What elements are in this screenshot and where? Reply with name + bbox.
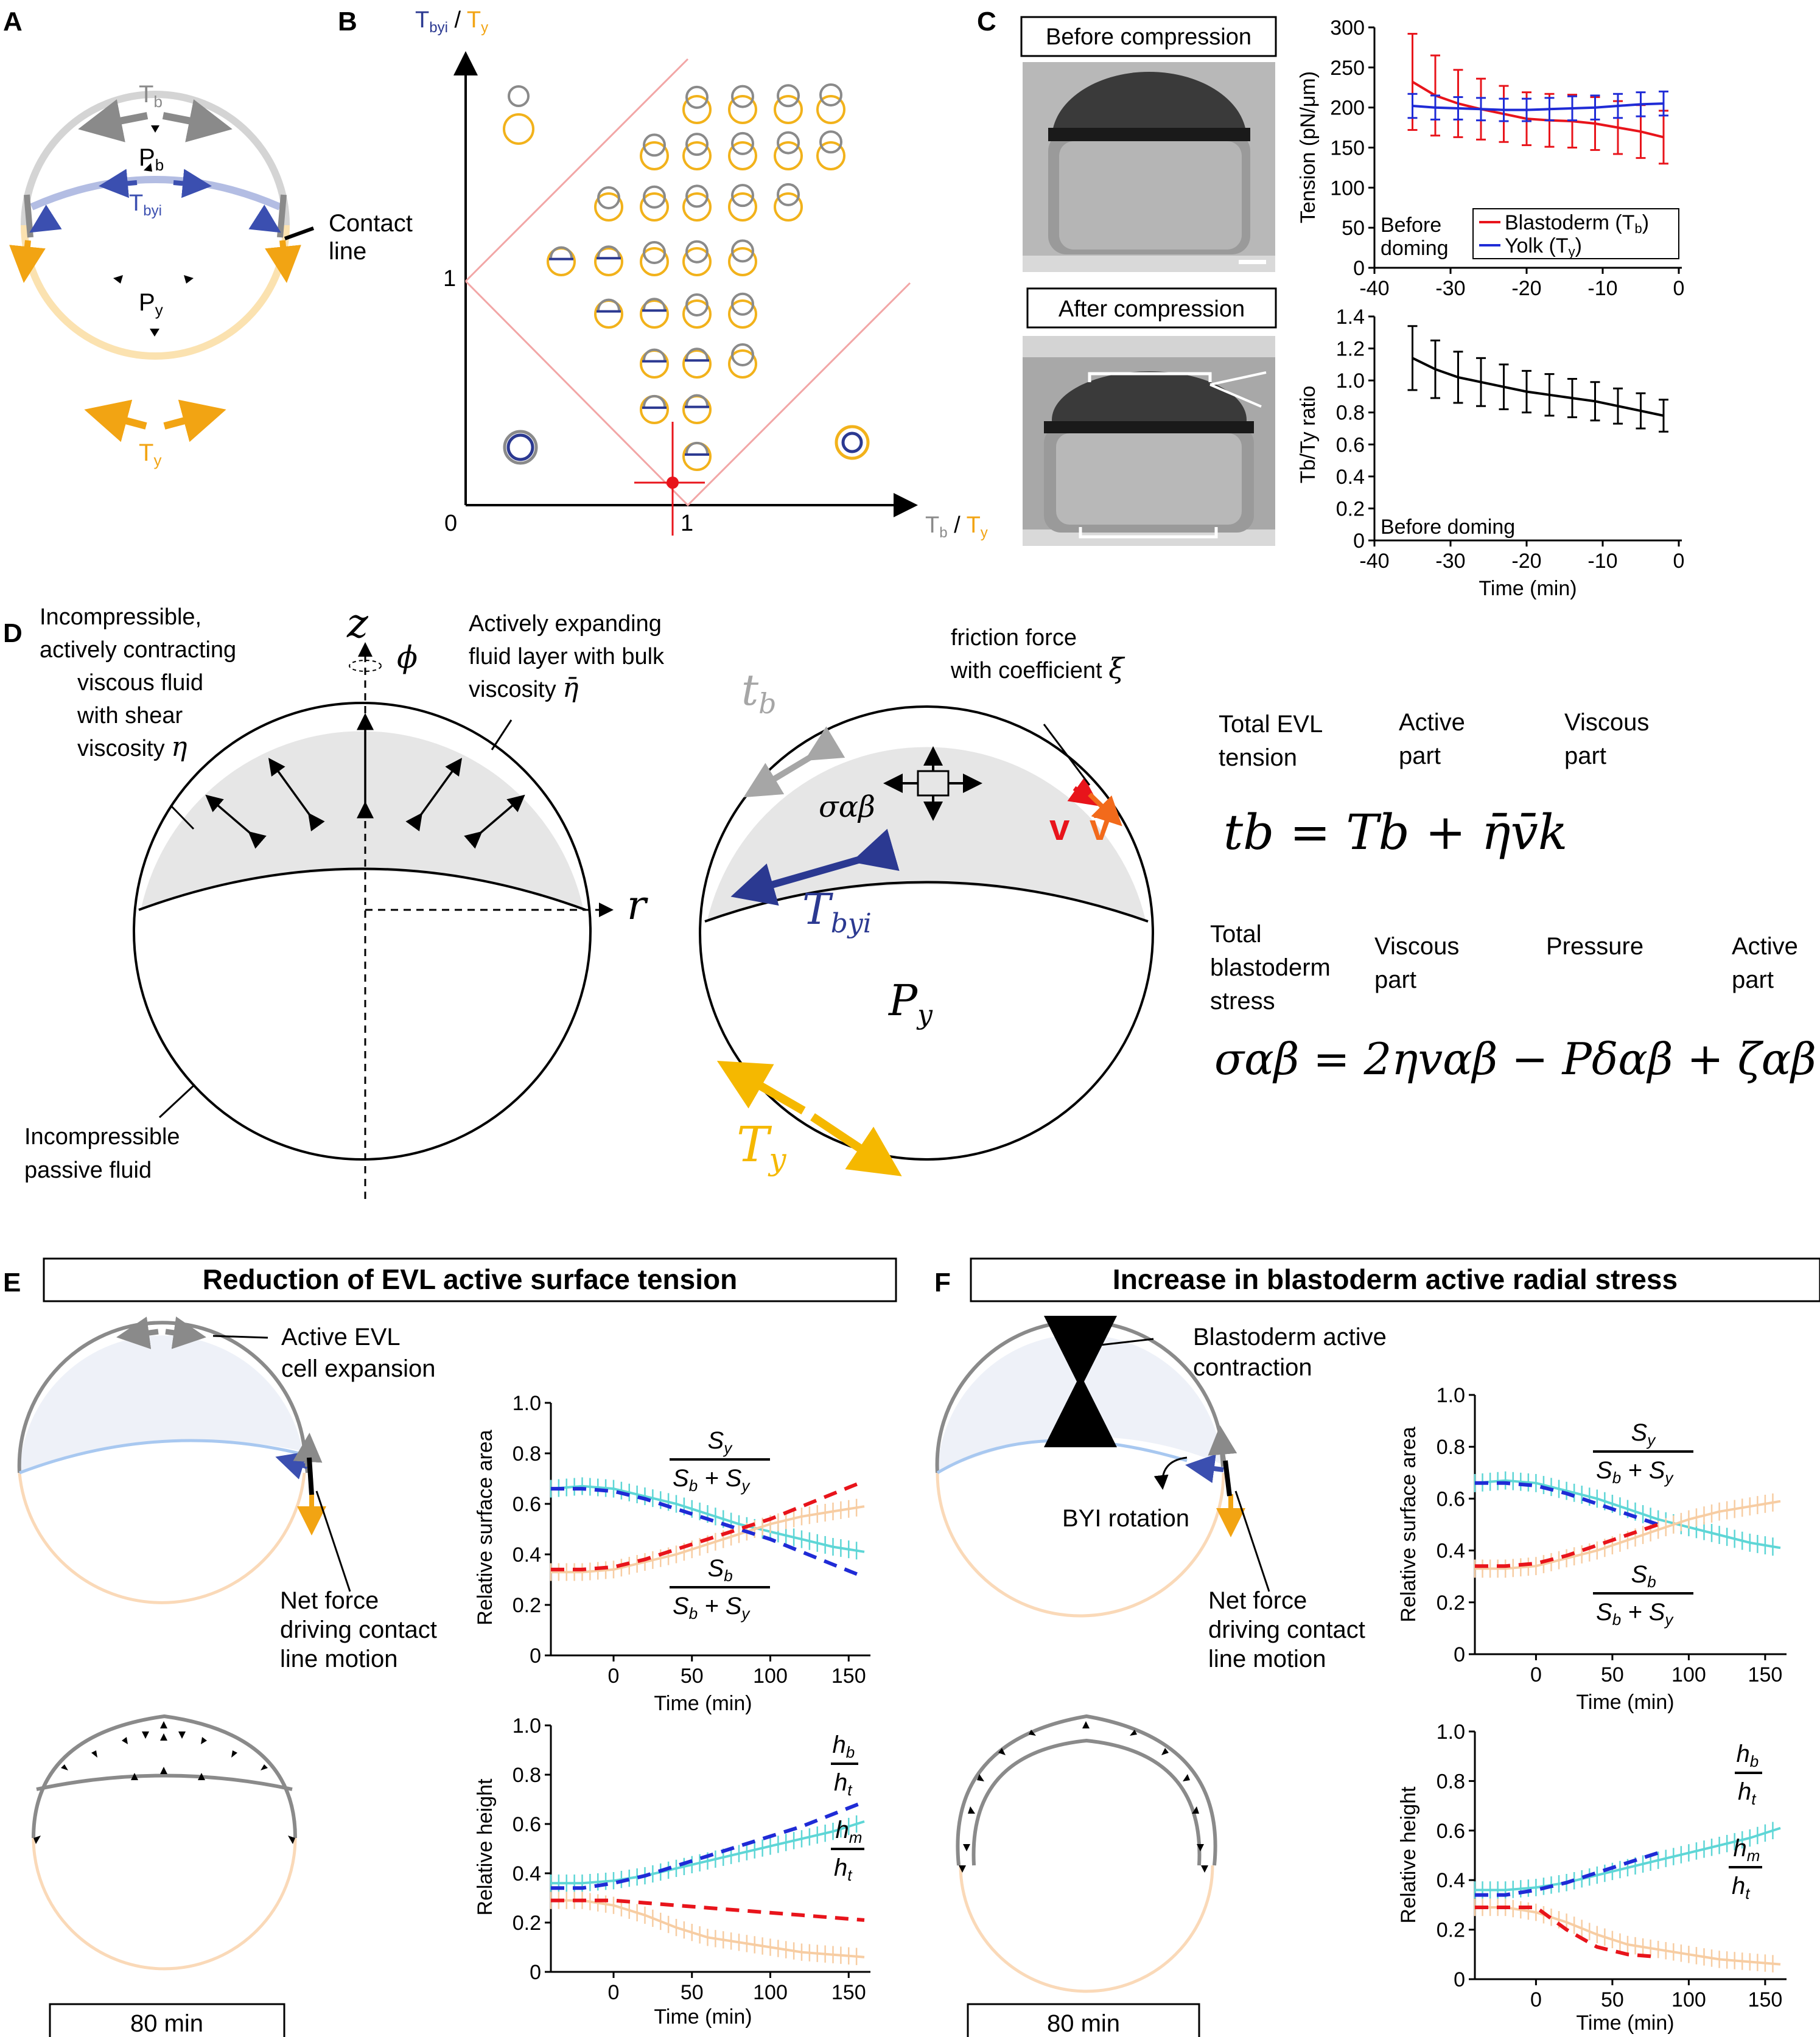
- frac-sb-f-num: [1631, 1561, 1656, 1591]
- y-tick-label: 0.2: [1436, 1591, 1465, 1615]
- frac-sy-e-den-sub2: y: [741, 1476, 750, 1495]
- y-tick-label: 0.2: [1436, 1918, 1465, 1942]
- equation-blastoderm-stress: σαβ = 2ηvαβ − Pδαβ + ζαβ: [1214, 1033, 1816, 1085]
- phase-cell-cap: [687, 443, 707, 453]
- frac-hm-f-num: [1734, 1835, 1760, 1865]
- x-tick-label: -20: [1511, 550, 1542, 573]
- frac-sb-f-num-sub: b: [1647, 1573, 1656, 1591]
- tbyi-arrow-contact-left: [33, 220, 49, 230]
- frac-hb-e: [831, 1731, 858, 1799]
- y-tick-label: 300: [1330, 16, 1365, 40]
- e-top-x-label: Time (min): [654, 1692, 752, 1715]
- frac-hm-e-num: [836, 1817, 863, 1847]
- embryo-e-net-arrow: [309, 1458, 312, 1495]
- frac-hb-e-num-sub: b: [845, 1743, 855, 1761]
- phase-x-label: $T_b / T_y$: [925, 512, 988, 541]
- equation-evl-tension: tb = Tb + η̄v̄k: [1223, 804, 1568, 861]
- x-tick-label: 100: [753, 1981, 788, 2004]
- panel-c: [977, 7, 1684, 600]
- series-line: [1413, 358, 1664, 416]
- y-tick-label: 0.8: [1436, 1436, 1465, 1459]
- x-tick-label: -30: [1435, 277, 1466, 300]
- after-label: After compression: [1058, 296, 1245, 322]
- frac-sb-e-num: [708, 1555, 733, 1585]
- y-tick-label: 0.6: [1436, 1819, 1465, 1843]
- panel-b-letter: B: [338, 7, 357, 37]
- frac-hb-f-den-sub: t: [1751, 1790, 1756, 1808]
- tbyi-arrow-contact-right: [262, 220, 277, 230]
- ty-arrow-bottom-right: [164, 411, 219, 426]
- label-net-force-f: Net force driving contact line motion: [1208, 1587, 1365, 1672]
- embryo-f-net-arrow: [1225, 1461, 1230, 1496]
- y-tick-label: 100: [1330, 176, 1365, 200]
- label-ty-d: Ty: [737, 1116, 786, 1177]
- pointer-passive: [159, 1085, 195, 1117]
- x-tick-label: 0: [1673, 550, 1685, 573]
- y-tick-label: 1.0: [1335, 369, 1365, 393]
- label-active-part: Active part: [1399, 709, 1465, 769]
- phase-tick-origin: 0: [444, 511, 458, 536]
- frac-sb-f: [1593, 1561, 1693, 1629]
- y-tick-label: 0.6: [512, 1493, 541, 1516]
- y-tick-label: 0: [1353, 257, 1365, 280]
- frac-hb-f-num-sub: b: [1749, 1752, 1759, 1770]
- y-tick-label: 0.8: [1436, 1770, 1465, 1794]
- tb-arrow-left: [85, 116, 147, 128]
- label-friction: friction force with coefficient ξ: [951, 625, 1124, 685]
- x-tick-label: 100: [1671, 1663, 1706, 1686]
- ratio-y-label: Tb/Ty ratio: [1297, 385, 1320, 484]
- frac-hb-e-num-main: h: [832, 1731, 846, 1758]
- y-tick-label: 0: [530, 1644, 541, 1668]
- frac-sy-f-num-main: S: [1631, 1419, 1648, 1446]
- panel-e-title: Reduction of EVL active surface tension: [202, 1263, 738, 1295]
- y-tick-label: 0.4: [1436, 1869, 1465, 1893]
- frac-sy-f-den-sub: b: [1612, 1469, 1622, 1487]
- frac-hm-f-den-main: h: [1732, 1873, 1746, 1899]
- phase-cell-bottom-left-inner: [508, 435, 533, 459]
- ty-arrow-bottom-left: [91, 411, 146, 426]
- label-incompressible-active: Incompressible, actively contracting viscous fluid with shear viscosity η: [40, 604, 237, 763]
- tb-arrow-left-contact: [27, 195, 30, 237]
- label-tb-d: $t_b$: [741, 665, 777, 720]
- label-passive: Incompressible passive fluid: [24, 1124, 180, 1183]
- frac-sy-e-num-sub: y: [724, 1439, 732, 1457]
- frac-sy-e-den-main: S: [673, 1465, 689, 1492]
- y-tick-label: 0: [530, 1961, 541, 1984]
- label-total-blastoderm: Total blastoderm stress: [1210, 921, 1331, 1015]
- embryo-e-bottom-inner: [37, 1776, 292, 1790]
- tension-chart: [1297, 16, 1684, 300]
- label-r: r: [627, 882, 646, 929]
- phase-cell-cap: [644, 396, 665, 407]
- label-actively-expanding: Actively expanding fluid layer with bulk viscosity η̄: [469, 611, 665, 704]
- frac-sy-e-den-plus: + S: [698, 1465, 742, 1492]
- frac-sb-e-den-sub: b: [688, 1604, 698, 1623]
- ty-arrow-left-contact: [24, 240, 28, 277]
- phase-cell-cap: [687, 295, 707, 315]
- frac-sy-e-den-sub: b: [688, 1476, 698, 1495]
- y-tick-label: 0.6: [512, 1813, 541, 1836]
- frac-hb-e-den-sub: t: [847, 1781, 852, 1799]
- frac-sy-f-num: [1631, 1419, 1657, 1449]
- y-tick-label: 250: [1330, 56, 1365, 80]
- panel-f: [934, 1259, 1820, 2037]
- panel-f-letter: F: [934, 1268, 951, 1298]
- embryo-f-bottom-outer: [957, 1716, 1215, 1865]
- x-tick-label: -20: [1511, 277, 1542, 300]
- f-top-x-label: Time (min): [1576, 1691, 1675, 1714]
- y-tick-label: 0.2: [512, 1912, 541, 1935]
- frac-hb-e-den: [834, 1769, 853, 1799]
- x-tick-label: 0: [1530, 1663, 1542, 1686]
- label-contraction: Blastoderm active contraction: [1193, 1324, 1387, 1381]
- tbyi-arrow-right: [173, 183, 207, 186]
- tension-note: Before doming: [1381, 214, 1449, 260]
- frac-sy-f-den-main: S: [1596, 1457, 1612, 1484]
- y-tick-label: 1.0: [512, 1392, 541, 1415]
- frac-hb-f: [1735, 1741, 1762, 1808]
- series-line: [1413, 103, 1664, 110]
- f-bot-y-label: Relative height: [1397, 1786, 1420, 1924]
- frac-sb-f-den-main: S: [1596, 1599, 1612, 1626]
- x-tick-label: 100: [753, 1665, 788, 1688]
- frac-sy-e-num-main: S: [707, 1427, 724, 1454]
- x-tick-label: 50: [1600, 1988, 1624, 2011]
- label-pb: $P_b$: [139, 144, 164, 174]
- legend-yolk: Yolk (Ty): [1505, 234, 1582, 259]
- x-tick-label: 100: [1671, 1988, 1706, 2011]
- frac-hb-e-num: [833, 1731, 855, 1761]
- pointer-net-force-f: [1236, 1491, 1269, 1592]
- frac-sb-e-den-main: S: [673, 1593, 689, 1619]
- y-tick-label: 1.2: [1335, 337, 1365, 361]
- frac-hm-f: [1729, 1835, 1762, 1902]
- friction-pointer: [1044, 724, 1090, 785]
- scale-bar: [1239, 260, 1266, 264]
- y-tick-label: 0.8: [512, 1764, 541, 1787]
- frac-sy-f-den: [1596, 1457, 1674, 1487]
- panel-d-letter: D: [3, 618, 23, 648]
- frac-hm-f-num-main: h: [1733, 1835, 1747, 1862]
- surface-area-chart-f: [1397, 1384, 1787, 1714]
- frac-sy-e-num: [708, 1427, 733, 1457]
- frac-sy-e-den: [673, 1465, 751, 1495]
- legend-blastoderm: Blastoderm (Tb): [1505, 211, 1650, 236]
- phase-tick-one-x: 1: [681, 511, 694, 536]
- tbyi-arrow-left: [103, 183, 137, 186]
- e-top-y-label: Relative surface area: [474, 1430, 497, 1626]
- y-tick-label: 150: [1330, 136, 1365, 160]
- label-total-evl: Total EVL tension: [1219, 711, 1323, 771]
- x-tick-label: -10: [1587, 277, 1618, 300]
- surface-area-chart-e: [474, 1392, 870, 1715]
- panel-c-letter: C: [977, 7, 996, 37]
- embryo-e-top-yolk: [19, 1473, 304, 1602]
- label-tbyi-d: $T_{byi}$: [802, 884, 872, 939]
- frac-sb-f-den-plus: + S: [1621, 1599, 1665, 1626]
- frac-sb-e-den: [673, 1593, 751, 1623]
- frac-hm-f-den-sub: t: [1745, 1884, 1750, 1902]
- x-tick-label: 150: [1748, 1663, 1783, 1686]
- frac-sy-f: [1593, 1419, 1693, 1487]
- embryo-e-bottom-yolk: [33, 1838, 295, 1969]
- ty-arrow-d: [813, 1117, 895, 1172]
- label-z: z: [347, 600, 368, 647]
- frac-hb-e-den-main: h: [834, 1769, 848, 1796]
- embryo-e-blue-arrow: [280, 1458, 307, 1467]
- frac-hb-f-num-main: h: [1736, 1741, 1750, 1767]
- panel-e: [3, 1259, 896, 2037]
- label-active-evl: Active EVL cell expansion: [281, 1324, 436, 1382]
- f-bot-x-label: Time (min): [1576, 2011, 1675, 2035]
- x-tick-label: 0: [1673, 277, 1685, 300]
- x-tick-label: -40: [1359, 277, 1390, 300]
- label-viscous-part: Viscous part: [1564, 709, 1650, 769]
- sphere-left-blastoderm: [141, 731, 583, 908]
- ratio-x-label: Time (min): [1479, 577, 1577, 600]
- frac-hm-e: [831, 1817, 864, 1884]
- pointer-evl-expansion: [213, 1336, 268, 1338]
- yolk-surface: [24, 225, 286, 356]
- embryo-f-bottom-inner: [974, 1741, 1200, 1865]
- phase-cells: [548, 85, 844, 470]
- y-tick-label: 0.8: [512, 1442, 541, 1466]
- phase-point: [667, 477, 679, 489]
- label-net-force-e: Net force driving contact line motion: [280, 1587, 437, 1672]
- y-tick-label: 0: [1454, 1643, 1465, 1666]
- ty-arrow-d2: [724, 1065, 803, 1111]
- phase-cell-top-left-small: [509, 86, 528, 106]
- e-bot-y-label: Relative height: [474, 1778, 497, 1916]
- frac-hb-f-den-main: h: [1738, 1778, 1752, 1805]
- y-tick-label: 0: [1353, 529, 1365, 553]
- y-tick-label: 0.2: [512, 1594, 541, 1617]
- y-tick-label: 0.4: [1436, 1539, 1465, 1563]
- panel-b: [338, 7, 988, 541]
- y-tick-label: 0.4: [1335, 465, 1365, 489]
- label-sigma: σαβ: [819, 790, 875, 824]
- frac-sy-f-den-plus: + S: [1621, 1457, 1665, 1484]
- x-tick-label: 150: [831, 1665, 866, 1688]
- label-vbar: v̄: [1090, 807, 1110, 848]
- panel-d: [3, 600, 1816, 1199]
- x-tick-label: 150: [831, 1981, 866, 2004]
- label-active-part-2: Active part: [1732, 933, 1798, 993]
- label-byi-rotation: BYI rotation: [1062, 1505, 1190, 1532]
- y-tick-label: 1.0: [1436, 1721, 1465, 1744]
- e-bot-x-label: Time (min): [654, 2005, 752, 2028]
- phase-tick-one-y: 1: [443, 266, 457, 292]
- x-tick-label: 150: [1748, 1988, 1783, 2011]
- height-chart-f: [1397, 1721, 1787, 2035]
- phase-cell-cap: [644, 242, 665, 263]
- phase-boundary-lower: [466, 281, 910, 505]
- pointer-net-force-e: [317, 1491, 350, 1592]
- phase-cell-bottom-right-outer: [836, 427, 868, 458]
- x-tick-label: 50: [1600, 1663, 1624, 1686]
- contraction-triangles-f: [959, 1721, 1208, 1873]
- frac-sy-e: [670, 1427, 770, 1495]
- ratio-chart: [1297, 306, 1684, 600]
- label-ty: $T_y$: [139, 439, 162, 469]
- label-viscous-part-2: Viscous part: [1374, 933, 1460, 993]
- frac-hb-f-den: [1738, 1778, 1757, 1808]
- y-tick-label: 0.4: [512, 1862, 541, 1885]
- panel-f-title: Increase in blastoderm active radial stress: [1112, 1263, 1678, 1295]
- embryo-f-bottom-yolk: [961, 1865, 1213, 1991]
- before-label: Before compression: [1046, 24, 1251, 50]
- embryo-f-top-yolk: [937, 1473, 1223, 1616]
- phase-cell-bottom-right-inner: [843, 433, 861, 452]
- frac-hm-f-num-sub: m: [1746, 1847, 1760, 1865]
- label-phi: ϕ: [397, 640, 418, 675]
- time-label-f: 80 min: [1046, 2010, 1121, 2037]
- label-py-d: $P_y$: [889, 976, 933, 1030]
- label-v: v: [1049, 807, 1070, 848]
- y-tick-label: 0.4: [512, 1543, 541, 1567]
- frac-sb-f-den: [1596, 1599, 1674, 1629]
- y-tick-label: 0.8: [1335, 401, 1365, 425]
- label-tbyi: $T_{byi}$: [129, 190, 162, 219]
- x-tick-label: -30: [1435, 550, 1466, 573]
- height-chart-e: [474, 1714, 870, 2028]
- y-tick-label: 0: [1454, 1968, 1465, 1991]
- byi-rotation-arrow: [1163, 1458, 1188, 1488]
- y-tick-label: 0.6: [1335, 433, 1365, 457]
- embryo-e-top-blasto: [19, 1335, 304, 1473]
- frac-hm-f-den: [1732, 1873, 1751, 1902]
- x-tick-label: 50: [680, 1665, 704, 1688]
- y-tick-label: 1.4: [1335, 306, 1365, 329]
- frac-sb-f-den-sub: b: [1612, 1610, 1622, 1629]
- x-tick-label: 0: [607, 1665, 620, 1688]
- frac-sb-f-den-sub2: y: [1665, 1610, 1673, 1629]
- phase-cell-cap: [598, 187, 619, 208]
- frac-sb-e-num-main: S: [707, 1555, 724, 1582]
- tb-arrow-right: [163, 116, 225, 128]
- panel-e-letter: E: [3, 1268, 21, 1298]
- frac-sy-f-num-sub: y: [1647, 1431, 1656, 1449]
- frac-hb-f-num: [1737, 1741, 1759, 1770]
- y-tick-label: 0.6: [1436, 1487, 1465, 1511]
- phase-cell-cap: [732, 344, 753, 365]
- frac-sb-f-num-main: S: [1631, 1561, 1648, 1588]
- label-contact-line: Contact line: [329, 210, 413, 265]
- frac-hm-e-num-main: h: [835, 1817, 849, 1843]
- tension-y-label: Tension (pN/μm): [1297, 71, 1320, 224]
- frac-sb-e-den-plus: + S: [698, 1593, 742, 1619]
- phase-y-label: $T_{byi} / T_y$: [415, 7, 489, 36]
- time-label-e: 80 min: [130, 2010, 204, 2037]
- frac-sy-f-den-sub2: y: [1665, 1469, 1673, 1487]
- frac-hm-e-num-sub: m: [849, 1828, 863, 1847]
- embryo-f-blue-arrow: [1190, 1466, 1223, 1470]
- ratio-note: Before doming: [1381, 515, 1516, 539]
- y-tick-label: 200: [1330, 96, 1365, 120]
- x-tick-label: 50: [680, 1981, 704, 2004]
- x-tick-label: 0: [1530, 1988, 1542, 2011]
- y-tick-label: 1.0: [512, 1714, 541, 1738]
- frac-hm-e-den-sub: t: [847, 1866, 852, 1884]
- frac-hm-e-den: [834, 1854, 853, 1884]
- x-tick-label: 0: [607, 1981, 620, 2004]
- tb-arrow-right-contact: [280, 195, 284, 237]
- panel-a: [3, 7, 419, 469]
- phase-cell-top-left-large: [504, 114, 533, 144]
- label-py: $P_y$: [139, 289, 163, 319]
- pointer-expanding: [492, 720, 511, 750]
- label-tb: $T_b$: [139, 81, 163, 111]
- y-tick-label: 50: [1342, 217, 1365, 240]
- ty-arrow-right-contact: [282, 240, 286, 277]
- frac-hm-e-den-main: h: [834, 1854, 848, 1881]
- label-pressure: Pressure: [1546, 933, 1644, 960]
- frac-sb-e: [670, 1555, 770, 1623]
- f-top-y-label: Relative surface area: [1397, 1427, 1420, 1623]
- frac-sb-e-num-sub: b: [724, 1567, 733, 1585]
- x-tick-label: -10: [1587, 550, 1618, 573]
- frac-sb-e-den-sub2: y: [741, 1604, 750, 1623]
- y-tick-label: 0.2: [1335, 497, 1365, 521]
- panel-a-letter: A: [3, 7, 23, 37]
- x-tick-label: -40: [1359, 550, 1390, 573]
- y-tick-label: 1.0: [1436, 1384, 1465, 1407]
